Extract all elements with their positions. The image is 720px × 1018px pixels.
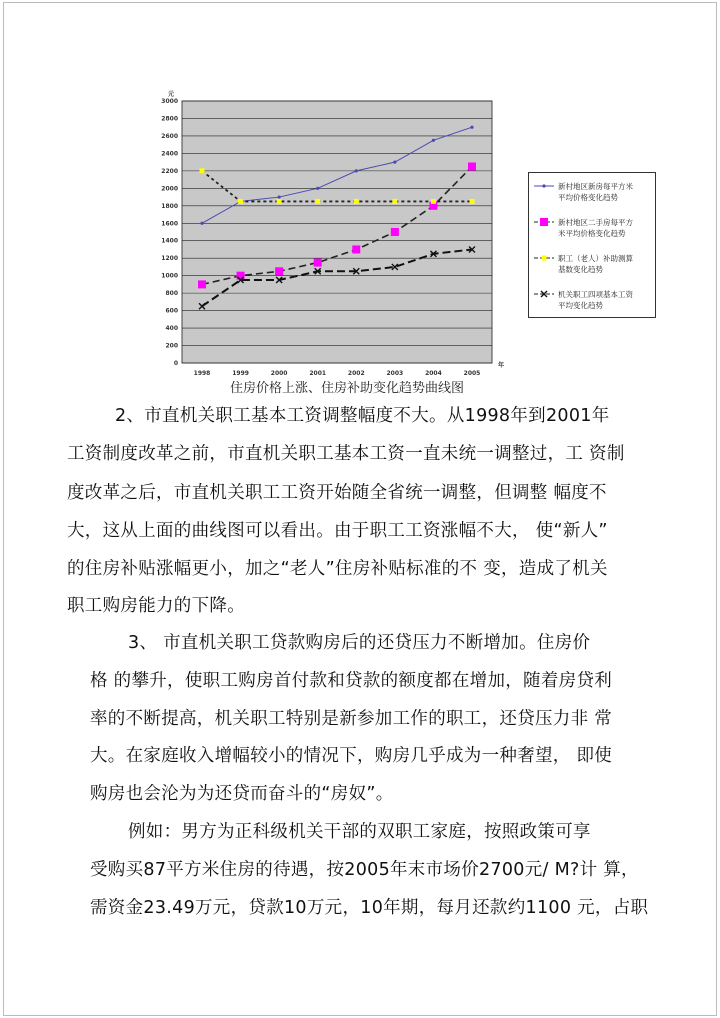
series-2-point: [275, 267, 283, 275]
series-1-point: [316, 187, 319, 190]
y-tick-label: 600: [165, 307, 178, 315]
y-tick-label: 1600: [161, 220, 178, 228]
para4-line1: 例如：男方为正科级机关干部的双职工家庭，按照政策可享: [128, 822, 591, 842]
para3-line1: 3、 市直机关职工贷款购房后的还贷压力不断增加。住房价: [128, 633, 591, 653]
series-3-point: [392, 199, 397, 204]
y-tick-label: 1400: [161, 237, 178, 245]
y-tick-label: 3000: [161, 98, 178, 105]
series-1-point: [470, 126, 473, 129]
legend-label-3-cont: 基数变化趋势: [558, 265, 603, 274]
series-2-point: [391, 228, 399, 236]
legend-label-3: 职工（老人）补助测算: [558, 254, 633, 263]
series-2-point: [198, 280, 206, 288]
series-3-point: [200, 168, 205, 173]
y-tick-label: 2400: [161, 150, 178, 158]
x-tick-label: 1999: [232, 370, 249, 376]
series-3-point: [431, 199, 436, 204]
y-tick-label: 2600: [161, 132, 178, 140]
legend-label-2: 新村地区二手房每平方: [558, 218, 633, 227]
price-trend-chart: [140, 86, 540, 376]
legend-label-1: 新村地区新房每平方米: [558, 182, 633, 191]
y-axis-label: 元: [168, 91, 175, 98]
series-1-point: [355, 169, 358, 172]
y-tick-label: 2800: [161, 115, 178, 123]
para2-line5: 的住房补贴涨幅更小，加之“老人”住房补贴标准的不 变，造成了机关: [67, 559, 608, 579]
series-1-point: [278, 195, 281, 198]
series-3-point: [238, 199, 243, 204]
para2-line6: 职工购房能力的下降。: [67, 596, 245, 616]
para3-line4: 大。在家庭收入增幅较小的情况下，购房几乎成为一种奢望， 即使: [90, 746, 613, 766]
x-tick-label: 2002: [347, 370, 365, 376]
x-axis-label: 年: [498, 362, 505, 369]
series-3-point: [277, 199, 282, 204]
para2-line1: 2、市直机关职工基本工资调整幅度不大。从1998年到2001年: [115, 406, 610, 426]
para3-line5: 购房也会沦为为还贷而奋斗的“房奴”。: [90, 784, 394, 804]
y-tick-label: 2000: [161, 185, 178, 193]
series-2-point: [314, 259, 322, 267]
legend-label-2-cont: 米平均价格变化趋势: [558, 229, 626, 238]
legend-label-4: 机关职工四项基本工资: [558, 290, 633, 299]
para4-line2: 受购买87平方米住房的待遇，按2005年末市场价2700元/ M?计 算，: [90, 860, 639, 880]
chart-legend: [528, 172, 656, 318]
series-2-point: [237, 272, 245, 280]
legend-marker-3: [542, 256, 547, 261]
y-tick-label: 2200: [161, 167, 178, 175]
x-tick-label: 2003: [386, 370, 404, 376]
para4-line3: 需资金23.49万元，贷款10万元，10年期，每月还款约1100 元，占职: [90, 898, 649, 918]
chart-caption: 住房价格上涨、住房补助变化趋势曲线图: [230, 381, 465, 396]
y-tick-label: 1200: [161, 255, 178, 263]
plot-area: [182, 101, 492, 363]
legend-marker-1: [542, 184, 545, 187]
x-tick-label: 1998: [193, 370, 211, 376]
x-tick-label: 2001: [309, 370, 327, 376]
x-tick-label: 2000: [270, 370, 288, 376]
series-1-point: [432, 139, 435, 142]
y-tick-label: 1800: [161, 202, 178, 210]
series-3-point: [354, 199, 359, 204]
series-1-point: [393, 161, 396, 164]
legend-label-4-cont: 平均变化趋势: [558, 301, 603, 310]
y-tick-label: 0: [173, 360, 178, 367]
series-2-point: [352, 245, 360, 253]
legend-label-1-cont: 平均价格变化趋势: [558, 193, 618, 202]
para3-line3: 率的不断提高，机关职工特别是新参加工作的职工，还贷压力非 常: [90, 709, 613, 729]
para2-line3: 度改革之后，市直机关职工工资开始随全省统一调整，但调整 幅度不: [67, 483, 607, 503]
legend-marker-2: [540, 218, 548, 226]
x-tick-label: 2005: [463, 370, 481, 376]
para3-line2: 格 的攀升，使职工购房首付款和贷款的额度都在增加，随着房贷利: [90, 671, 613, 691]
series-3-point: [470, 199, 475, 204]
y-tick-label: 200: [165, 342, 178, 350]
y-tick-label: 1000: [161, 272, 178, 280]
y-tick-label: 400: [165, 325, 178, 333]
series-2-point: [468, 163, 476, 171]
series-3-point: [315, 199, 320, 204]
x-tick-label: 2004: [425, 370, 442, 376]
para2-line4: 大，这从上面的曲线图可以看出。由于职工工资涨幅不大， 使“新人”: [67, 521, 608, 541]
series-1-point: [200, 222, 203, 225]
y-tick-label: 800: [165, 290, 178, 298]
para2-line2: 工资制度改革之前，市直机关职工基本工资一直未统一调整过，工 资制: [67, 444, 625, 464]
